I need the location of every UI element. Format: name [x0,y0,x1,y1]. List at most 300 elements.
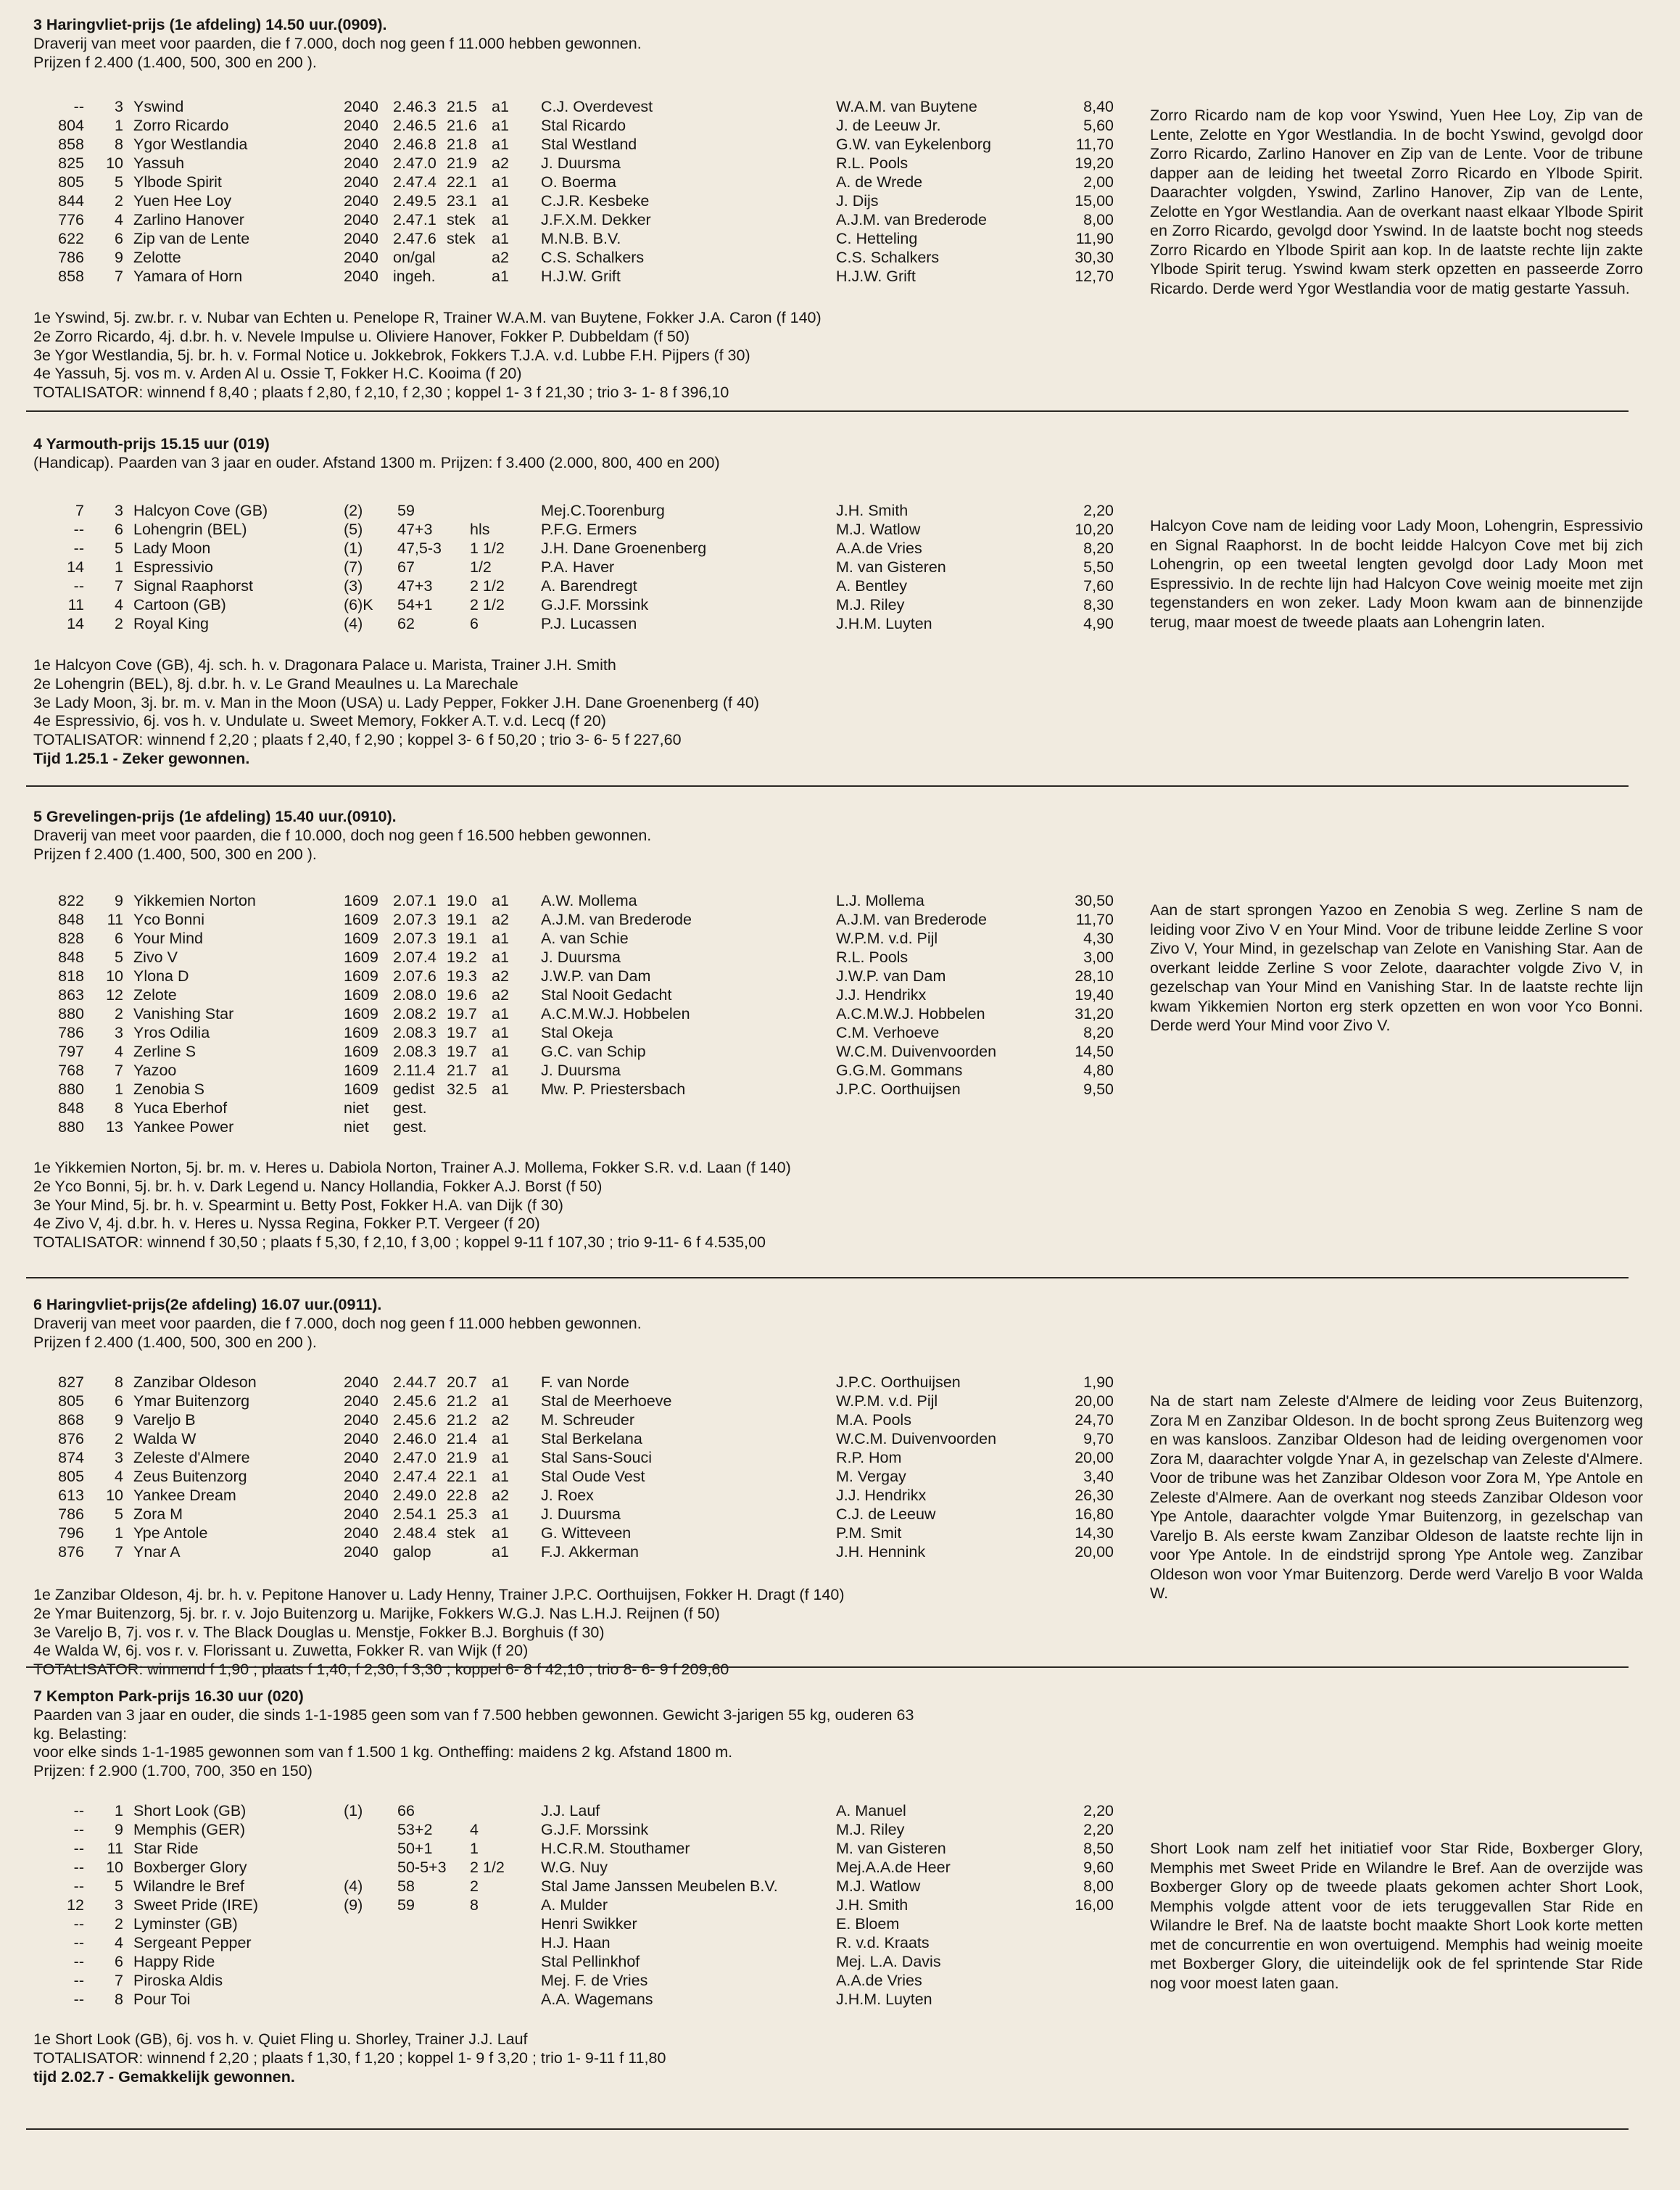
odds-cell: 9,70 [1083,1430,1114,1447]
start-number-cell: 7 [115,1062,123,1079]
start-number-cell: 2 [115,615,123,632]
horse-name-cell: Cartoon (GB) [133,596,226,613]
horse-name-cell: Piroska Aldis [133,1972,223,1989]
start-number-cell: 3 [115,98,123,115]
prev-result-cell: -- [73,1840,84,1857]
prev-result-cell: 622 [58,230,84,247]
prev-result-cell: 613 [58,1487,84,1504]
start-number-cell: 11 [107,1840,123,1857]
weight-cell: 47+3 [397,521,433,538]
start-number-cell: 6 [115,230,123,247]
odds-cell: 8,20 [1083,1024,1114,1041]
race-time-cell: 2.48.4 [393,1524,436,1542]
jockey-cell: J.H.M. Luyten [836,1991,932,2008]
draw-cell: (1) [344,1802,363,1819]
weight-cell: 58 [397,1877,415,1895]
race-time-cell: ingeh. [393,268,436,285]
owner-cell: Mw. P. Priestersbach [541,1080,686,1098]
race-time-cell: 2.08.3 [393,1024,436,1041]
start-class-cell: a1 [492,1543,509,1561]
km-time-cell: stek [447,211,476,228]
horse-name-cell: Sweet Pride (IRE) [133,1896,259,1914]
prev-result-cell: -- [73,577,84,595]
owner-cell: J. Duursma [541,154,621,172]
driver-cell: J. Dijs [836,192,879,210]
distance-cell: 2040 [344,1392,378,1410]
race-time-cell: 2.46.8 [393,136,436,153]
owner-cell: Stal de Meerhoeve [541,1392,672,1410]
driver-cell: J.J. Hendrikx [836,986,927,1004]
odds-cell: 4,30 [1083,930,1114,947]
distance-cell: 2040 [344,1543,378,1561]
prev-result-cell: 827 [58,1373,84,1391]
race-time-cell: galop [393,1543,431,1561]
start-number-cell: 3 [115,1896,123,1914]
start-number-cell: 10 [106,1859,123,1876]
owner-cell: A. van Schie [541,930,629,947]
driver-cell: M. Vergay [836,1468,906,1485]
race-title: 5 Grevelingen-prijs (1e afdeling) 15.40 uur.(0910). [33,808,397,825]
prev-result-cell: 11 [67,596,84,613]
owner-cell: H.J.W. Grift [541,268,621,285]
weight-cell: 59 [397,502,415,519]
start-number-cell: 3 [115,1024,123,1041]
race-time-cell: gest. [393,1099,427,1117]
odds-cell: 2,20 [1083,502,1114,519]
horse-name-cell: Signal Raaphorst [133,577,253,595]
horse-name-cell: Yikkemien Norton [133,892,256,909]
prev-result-cell: 863 [58,986,84,1004]
owner-cell: H.C.R.M. Stouthamer [541,1840,690,1857]
race-header [33,435,1600,473]
horse-name-cell: Vareljo B [133,1411,196,1429]
owner-cell: J.H. Dane Groenenberg [541,540,707,557]
owner-cell: A.W. Mollema [541,892,637,909]
owner-cell: W.G. Nuy [541,1859,608,1876]
start-number-cell: 11 [107,911,123,928]
prev-result-cell: 825 [58,154,84,172]
horse-name-cell: Ype Antole [133,1524,208,1542]
race-footer [33,1586,845,1679]
margin-cell: 2 1/2 [470,1859,505,1876]
race-prizes: Prijzen f 2.400 (1.400, 500, 300 en 200 ). [33,53,317,71]
prev-result-cell: 805 [58,1468,84,1485]
odds-cell: 5,50 [1083,558,1114,576]
draw-cell: (7) [344,558,363,576]
horse-name-cell: Boxberger Glory [133,1859,247,1876]
km-time-cell: 21.4 [447,1430,477,1447]
odds-cell: 30,30 [1075,249,1114,266]
race-time-cell: 2.08.3 [393,1043,436,1060]
start-class-cell: a1 [492,1024,509,1041]
prev-result-cell: 14 [67,558,84,576]
horse-name-cell: Yswind [133,98,184,115]
driver-cell: C.J. de Leeuw [836,1505,936,1523]
race-conditions: Draverij van meet voor paarden, die f 7.000, doch nog geen f 11.000 hebben gewonnen. [33,1314,642,1332]
owner-cell: Mej. F. de Vries [541,1972,648,1989]
start-number-cell: 9 [115,249,123,266]
weight-cell: 59 [397,1896,415,1914]
placing-line: 1e Short Look (GB), 6j. vos h. v. Quiet Fling u. Shorley, Trainer J.J. Lauf [33,2030,528,2048]
owner-cell: Stal Berkelana [541,1430,642,1447]
start-class-cell: a1 [492,949,509,966]
driver-cell: J.P.C. Oorthuijsen [836,1080,961,1098]
start-class-cell: a1 [492,1468,509,1485]
owner-cell: H.J. Haan [541,1934,611,1951]
placing-line: 1e Halcyon Cove (GB), 4j. sch. h. v. Dragonara Palace u. Marista, Trainer J.H. Smith [33,656,616,674]
odds-cell: 24,70 [1075,1411,1114,1429]
start-number-cell: 4 [115,211,123,228]
start-class-cell: a1 [492,1524,509,1542]
weight-cell: 47+3 [397,577,433,595]
horse-name-cell: Zivo V [133,949,178,966]
distance-cell: 2040 [344,1487,378,1504]
odds-cell: 2,20 [1083,1802,1114,1819]
start-number-cell: 6 [115,930,123,947]
race-time-cell: 2.46.5 [393,117,436,134]
race-commentary: Halcyon Cove nam de leiding voor Lady Moon, Lohengrin, Espressivio en Signal Raaphorst. In de bocht leidde Halcyon Cove met bij zich Lohengrin, op een tweetal lengten gevolgd door Lady Moon met Espressivio. In de rechte lijn had Halcyon Cove weinig moeite met zijn tegenstanders en won zeker. Lady Moon kwam aan de binnenzijde terug, maar moest de tweede plaats aan Lohengrin laten. [1150,517,1643,631]
horse-name-cell: Yros Odilia [133,1024,210,1041]
odds-cell: 8,00 [1083,1877,1114,1895]
owner-cell: G.C. van Schip [541,1043,646,1060]
driver-cell: A.J.M. van Brederode [836,911,987,928]
owner-cell: G.J.F. Morssink [541,1821,649,1838]
start-number-cell: 7 [115,1972,123,1989]
weight-cell: 67 [397,558,415,576]
horse-name-cell: Your Mind [133,930,204,947]
race-conditions: Draverij van meet voor paarden, die f 7.000, doch nog geen f 11.000 hebben gewonnen. [33,34,642,52]
km-time-cell: 19.3 [447,967,477,985]
km-time-cell: 21.2 [447,1411,477,1429]
driver-cell: G.W. van Eykelenborg [836,136,991,153]
jockey-cell: E. Bloem [836,1915,900,1933]
race-time-cell: 2.46.0 [393,1430,436,1447]
distance-cell: 2040 [344,1449,378,1466]
driver-cell: R.L. Pools [836,949,909,966]
race-time-cell: 2.45.6 [393,1411,436,1429]
distance-cell: 1609 [344,892,378,909]
prev-result-cell: 797 [58,1043,84,1060]
placing-line: 3e Lady Moon, 3j. br. m. v. Man in the Moon (USA) u. Lady Pepper, Fokker J.H. Dane Groenenberg (f 40) [33,693,760,711]
horse-name-cell: Zeus Buitenzorg [133,1468,247,1485]
start-number-cell: 9 [115,1821,123,1838]
start-number-cell: 10 [106,154,123,172]
start-number-cell: 12 [106,986,123,1004]
horse-name-cell: Lohengrin (BEL) [133,521,247,538]
start-number-cell: 2 [115,1915,123,1933]
owner-cell: A.A. Wagemans [541,1991,653,2008]
start-class-cell: a2 [492,154,509,172]
owner-cell: C.S. Schalkers [541,249,645,266]
start-class-cell: a2 [492,986,509,1004]
prev-result-cell: 844 [58,192,84,210]
weight-cell: 50+1 [397,1840,433,1857]
owner-cell: J.W.P. van Dam [541,967,651,985]
odds-cell: 7,60 [1083,577,1114,595]
prev-result-cell: -- [73,1915,84,1933]
start-class-cell: a1 [492,1505,509,1523]
km-time-cell: 21.9 [447,154,477,172]
race-title: 4 Yarmouth-prijs 15.15 uur (019) [33,435,270,453]
placing-line: 4e Espressivio, 6j. vos h. v. Undulate u. Sweet Memory, Fokker A.T. v.d. Lecq (f 20) [33,712,606,730]
race-footer [33,309,822,402]
horse-name-cell: Zenobia S [133,1080,205,1098]
odds-cell: 14,50 [1075,1043,1114,1060]
driver-cell: P.M. Smit [836,1524,902,1542]
odds-cell: 12,70 [1075,268,1114,285]
placing-line: 2e Ymar Buitenzorg, 5j. br. r. v. Jojo Buitenzorg u. Marijke, Fokkers W.G.J. Nas L.H.J. Reijnen (f 50) [33,1604,720,1622]
distance-cell: 2040 [344,136,378,153]
start-class-cell: a1 [492,1392,509,1410]
race-conditions: Draverij van meet voor paarden, die f 10.000, doch nog geen f 16.500 hebben gewonnen. [33,826,652,844]
start-number-cell: 10 [106,967,123,985]
margin-cell: 6 [470,615,479,632]
distance-cell: 1609 [344,986,378,1004]
driver-cell: J.W.P. van Dam [836,967,946,985]
horse-name-cell: Ylona D [133,967,189,985]
race-header [33,808,1600,864]
distance-cell: 2040 [344,1468,378,1485]
km-time-cell: 21.6 [447,117,477,134]
distance-cell: 2040 [344,230,378,247]
start-number-cell: 4 [115,1043,123,1060]
distance-cell: 1609 [344,967,378,985]
prev-result-cell: 848 [58,949,84,966]
start-number-cell: 3 [115,1449,123,1466]
prev-result-cell: 786 [58,1024,84,1041]
driver-cell: C.S. Schalkers [836,249,940,266]
placing-line: 2e Zorro Ricardo, 4j. d.br. h. v. Nevele Impulse u. Oliviere Hanover, Fokker P. Dubbeldam (f 50) [33,327,690,345]
horse-name-cell: Walda W [133,1430,196,1447]
odds-cell: 11,70 [1075,136,1114,153]
horse-name-cell: Yankee Dream [133,1487,236,1504]
start-number-cell: 7 [115,268,123,285]
driver-cell: A. de Wrede [836,173,923,191]
horse-name-cell: Zerline S [133,1043,196,1060]
odds-cell: 9,60 [1083,1859,1114,1876]
horse-name-cell: Zora M [133,1505,183,1523]
owner-cell: P.J. Lucassen [541,615,637,632]
horse-name-cell: Royal King [133,615,209,632]
start-number-cell: 8 [115,1991,123,2008]
distance-cell: niet [344,1118,369,1136]
horse-name-cell: Short Look (GB) [133,1802,247,1819]
start-number-cell: 13 [106,1118,123,1136]
odds-cell: 16,80 [1075,1505,1114,1523]
race-commentary: Zorro Ricardo nam de kop voor Yswind, Yuen Hee Loy, Zip van de Lente, Zelotte en Ygor Westlandia. In de bocht Yswind, gevolgd door Zorro Ricardo, Zarlino Hanover en Zip van de Lente. Voor de tribune dapper aan de leiding het tweetal Zorro Ricardo en Ylbode Spirit. Daarachter volgden, Yswind, Zarlino Hanover, Zip van de Lente, Zelotte en Ygor Westlandia. Aan de overkant naast elkaar Ylbode Spirit en Zorro Ricardo, gevolgd door Yswind. In de laatste bocht nog steeds Zorro Ricardo en Ylbode Spirit aan kop. In de laatste rechte lijn zakte Ylbode Spirit terug. Yswind kwam sterk opzetten en passeerde Zorro Ricardo. Derde werd Ygor Westlandia voor de matig gestarte Yassuh. [1150,107,1643,297]
race-time-cell: 2.08.2 [393,1005,436,1022]
distance-cell: 2040 [344,173,378,191]
prev-result-cell: 848 [58,1099,84,1117]
distance-cell: 1609 [344,1062,378,1079]
horse-name-cell: Zorro Ricardo [133,117,229,134]
start-number-cell: 2 [115,192,123,210]
horse-name-cell: Star Ride [133,1840,199,1857]
distance-cell: 2040 [344,1373,378,1391]
driver-cell: H.J.W. Grift [836,268,916,285]
start-number-cell: 1 [115,1080,123,1098]
owner-cell: Mej.C.Toorenburg [541,502,665,519]
prev-result-cell: -- [73,540,84,557]
start-class-cell: a1 [492,1080,509,1098]
owner-cell: M. Schreuder [541,1411,635,1429]
horse-name-cell: Ylbode Spirit [133,173,222,191]
race-title: 3 Haringvliet-prijs (1e afdeling) 14.50 uur.(0909). [33,16,387,33]
race-footer [33,2030,666,2086]
start-class-cell: a1 [492,211,509,228]
horse-name-cell: Yuen Hee Loy [133,192,232,210]
race-commentary: Na de start nam Zeleste d'Almere de leiding voor Zeus Buitenzorg, Zora M en Zanzibar Oldeson. In de bocht sprong Zeus Buitenzorg weg en was kansloos. Zanzibar Oldeson had de leiding overgenomen voor Zora M, daarachter volgde Ynar A, in gezelschap van Zeleste d'Almere. Voor de tribune was het Zanzibar Oldeson voor Zora M, Ype Antole en Zeleste d'Almere. Aan de overkant nog steeds Zanzibar Oldeson voor Ype Antole, daarachter volgde Ymar Buitenzorg, in gezelschap van Vareljo B. Als eerste kwam Zanzibar Oldeson de laatste rechte lijn in voor Ype Antole. In de eindstrijd sprong Ype Antole weg. Zanzibar Oldeson won voor Ymar Buitenzorg. Derde werd Vareljo B voor Walda W. [1150,1392,1643,1602]
owner-cell: Stal Jame Janssen Meubelen B.V. [541,1877,778,1895]
distance-cell: 2040 [344,268,378,285]
start-number-cell: 1 [115,1524,123,1542]
driver-cell: W.P.M. v.d. Pijl [836,930,938,947]
distance-cell: 1609 [344,930,378,947]
odds-cell: 9,50 [1083,1080,1114,1098]
placing-line: 3e Ygor Westlandia, 5j. br. h. v. Formal Notice u. Jokkebrok, Fokkers T.J.A. v.d. Lubbe F.H. Pijpers (f 30) [33,346,750,364]
start-class-cell: a1 [492,892,509,909]
start-number-cell: 2 [115,1005,123,1022]
start-number-cell: 8 [115,1373,123,1391]
race-title: 7 Kempton Park-prijs 16.30 uur (020) [33,1687,304,1705]
distance-cell: 2040 [344,1505,378,1523]
start-class-cell: a2 [492,249,509,266]
horse-name-cell: Zeleste d'Almere [133,1449,250,1466]
start-class-cell: a2 [492,967,509,985]
horse-name-cell: Ynar A [133,1543,181,1561]
jockey-cell: Mej.A.A.de Heer [836,1859,951,1876]
start-number-cell: 4 [115,1468,123,1485]
start-class-cell: a2 [492,911,509,928]
start-number-cell: 5 [115,173,123,191]
prev-result-cell: -- [73,1821,84,1838]
race-time-cell: 2.07.6 [393,967,436,985]
prev-result-cell: 786 [58,1505,84,1523]
race-time-cell: gedist [393,1080,435,1098]
km-time-cell: 22.1 [447,173,477,191]
draw-cell: (3) [344,577,363,595]
distance-cell: 1609 [344,911,378,928]
driver-cell: W.P.M. v.d. Pijl [836,1392,938,1410]
horse-name-cell: Zarlino Hanover [133,211,244,228]
prev-result-cell: -- [73,1972,84,1989]
placing-line: 1e Yikkemien Norton, 5j. br. m. v. Heres u. Dabiola Norton, Trainer A.J. Mollema, Fokker S.R. v.d. Laan (f 140) [33,1159,791,1176]
odds-cell: 28,10 [1075,967,1114,985]
margin-cell: hls [470,521,490,538]
horse-name-cell: Halcyon Cove (GB) [133,502,268,519]
race-time-cell: 2.07.3 [393,930,436,947]
race-time-cell: 2.49.5 [393,192,436,210]
odds-cell: 26,30 [1075,1487,1114,1504]
start-number-cell: 6 [115,521,123,538]
race-time-cell: 2.47.0 [393,1449,436,1466]
start-class-cell: a1 [492,136,509,153]
start-number-cell: 8 [115,136,123,153]
owner-cell: F. van Norde [541,1373,629,1391]
horse-name-cell: Memphis (GER) [133,1821,246,1838]
driver-cell: R.L. Pools [836,154,909,172]
weight-cell: 53+2 [397,1821,433,1838]
owner-cell: J.J. Lauf [541,1802,600,1819]
owner-cell: A. Mulder [541,1896,608,1914]
km-time-cell: 20.7 [447,1373,477,1391]
race-conditions: voor elke sinds 1-1-1985 gewonnen som van f 1.500 1 kg. Ontheffing: maidens 2 kg. Afstand 1800 m. [33,1743,733,1761]
totalisator-line: TOTALISATOR: winnend f 2,20 ; plaats f 2,40, f 2,90 ; koppel 3- 6 f 50,20 ; trio 3- 6- 5 f 227,60 [33,731,682,749]
start-class-cell: a2 [492,1411,509,1429]
start-class-cell: a1 [492,192,509,210]
driver-cell: C.M. Verhoeve [836,1024,940,1041]
jockey-cell: A. Manuel [836,1802,906,1819]
distance-cell: 1609 [344,949,378,966]
prev-result-cell: 874 [58,1449,84,1466]
odds-cell: 19,40 [1075,986,1114,1004]
start-number-cell: 1 [115,558,123,576]
driver-cell: J. de Leeuw Jr. [836,117,941,134]
margin-cell: 2 1/2 [470,577,505,595]
jockey-cell: A.A.de Vries [836,1972,922,1989]
distance-cell: 2040 [344,1430,378,1447]
driver-cell: A.C.M.W.J. Hobbelen [836,1005,985,1022]
odds-cell: 20,00 [1075,1392,1114,1410]
odds-cell: 8,30 [1083,596,1114,613]
totalisator-line: TOTALISATOR: winnend f 30,50 ; plaats f 5,30, f 2,10, f 3,00 ; koppel 9-11 f 107,30 ; trio 9-11- 6 f 4.535,00 [33,1234,766,1252]
horse-name-cell: Yankee Power [133,1118,234,1136]
weight-cell: 62 [397,615,415,632]
prev-result-cell: 12 [67,1896,84,1914]
margin-cell: 1/2 [470,558,492,576]
driver-cell: R.P. Hom [836,1449,902,1466]
start-number-cell: 4 [115,1934,123,1951]
draw-cell: (5) [344,521,363,538]
owner-cell: J.F.X.M. Dekker [541,211,651,228]
placing-line: 1e Zanzibar Oldeson, 4j. br. h. v. Pepitone Hanover u. Lady Henny, Trainer J.P.C. Oorthuijsen, Fokker H. Dragt (f 140) [33,1586,845,1603]
start-class-cell: a1 [492,1430,509,1447]
placing-line: 3e Your Mind, 5j. br. h. v. Spearmint u. Betty Post, Fokker H.A. van Dijk (f 30) [33,1196,563,1214]
prev-result-cell: -- [73,1877,84,1895]
start-number-cell: 8 [115,1099,123,1117]
totalisator-line: TOTALISATOR: winnend f 8,40 ; plaats f 2,80, f 2,10, f 2,30 ; koppel 1- 3 f 21,30 ; trio 3- 1- 8 f 396,10 [33,384,729,402]
race-time-cell: 2.08.0 [393,986,436,1004]
owner-cell: Henri Swikker [541,1915,637,1933]
section-divider [26,1277,1629,1278]
draw-cell: (6)K [344,596,373,613]
horse-name-cell: Pour Toi [133,1991,191,2008]
odds-cell: 30,50 [1075,892,1114,909]
driver-cell: J.P.C. Oorthuijsen [836,1373,961,1391]
start-number-cell: 7 [115,577,123,595]
race-prizes: Prijzen f 2.400 (1.400, 500, 300 en 200 ). [33,845,317,863]
placing-line: 2e Lohengrin (BEL), 8j. d.br. h. v. Le Grand Meaulnes u. La Marechale [33,674,518,693]
prev-result-cell: 848 [58,911,84,928]
jockey-cell: A. Bentley [836,577,907,595]
jockey-cell: Mej. L.A. Davis [836,1953,941,1970]
prev-result-cell: 804 [58,117,84,134]
horse-name-cell: Espressivio [133,558,213,576]
prev-result-cell: -- [73,1859,84,1876]
margin-cell: 1 1/2 [470,540,505,557]
jockey-cell: M. van Gisteren [836,1840,946,1857]
race-time-cell: 2.07.3 [393,911,436,928]
km-time-cell: 19.7 [447,1005,477,1022]
section-divider [26,1666,1629,1668]
race-header [33,16,1600,72]
race-time-cell: 2.54.1 [393,1505,436,1523]
race-conditions: kg. Belasting: [33,1724,128,1743]
placing-line: 2e Yco Bonni, 5j. br. h. v. Dark Legend u. Nancy Hollandia, Fokker A.J. Borst (f 50) [33,1177,603,1195]
odds-cell: 3,40 [1083,1468,1114,1485]
distance-cell: 1609 [344,1043,378,1060]
horse-name-cell: Yuca Eberhof [133,1099,228,1117]
